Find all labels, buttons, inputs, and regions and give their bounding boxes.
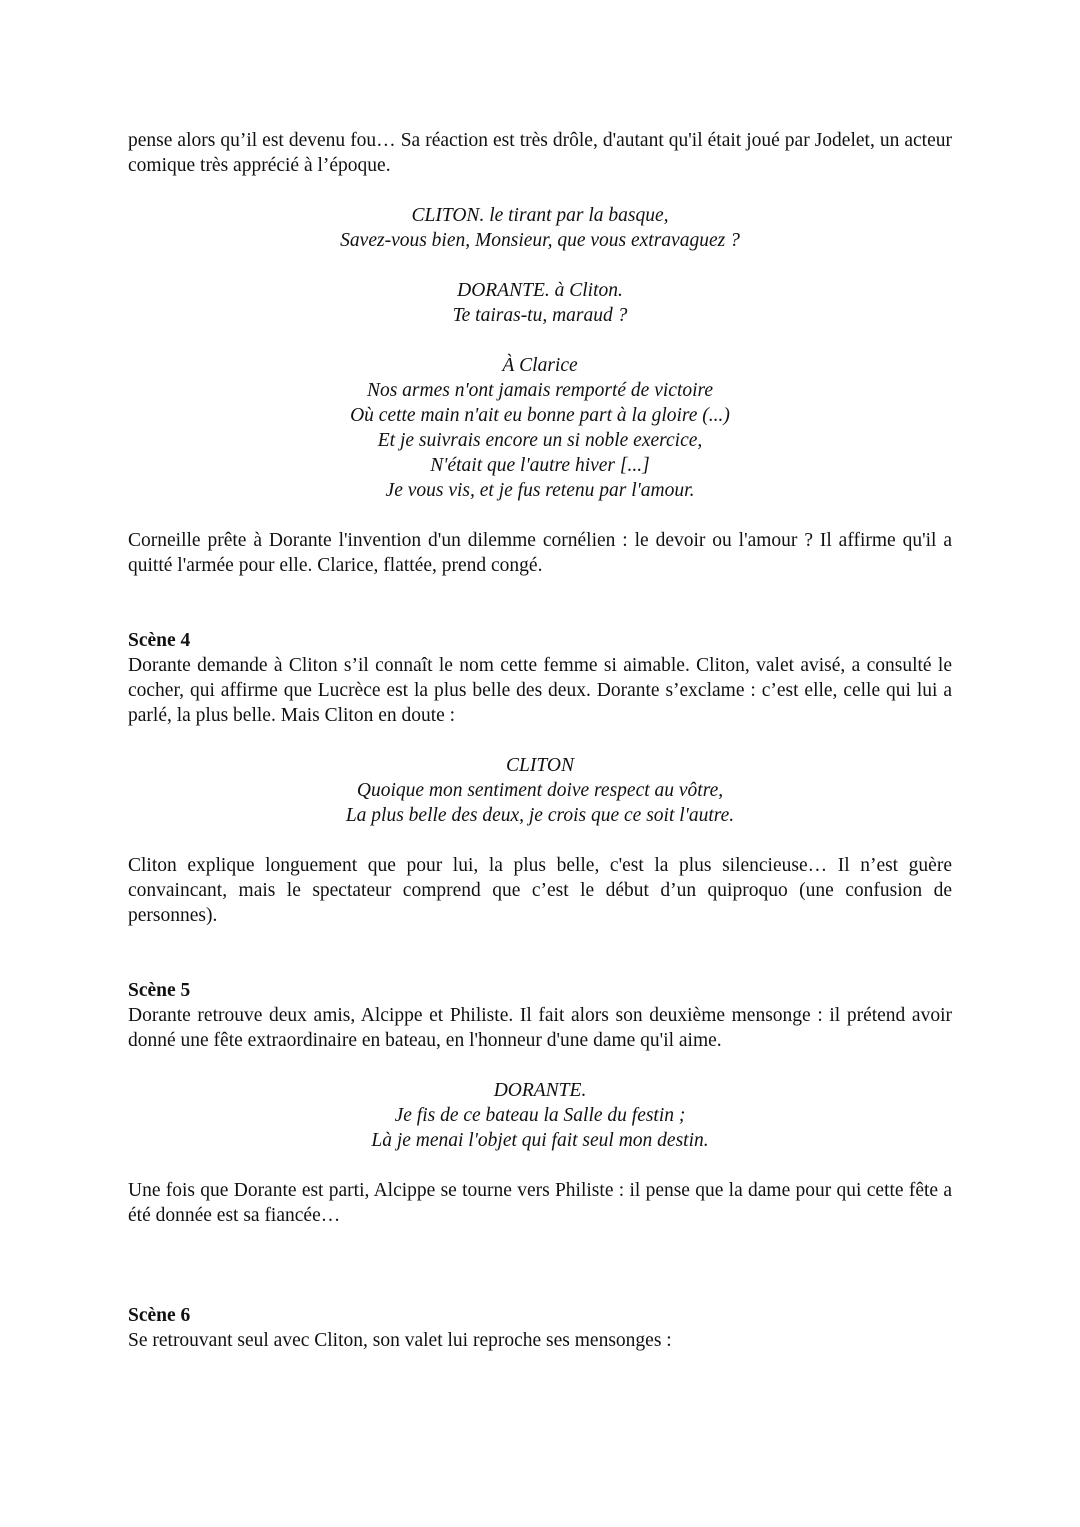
quote-line: DORANTE. à Cliton.	[457, 280, 623, 301]
dilemma-paragraph: Corneille prête à Dorante l'invention d'un dilemme cornélien : le devoir ou l'amour ? Il affirme qu'il a quitté l'armée pour elle. Clarice, flattée, prend congé.	[128, 530, 952, 576]
quote-line: Où cette main n'ait eu bonne part à la gloire (...)	[350, 405, 730, 426]
scene-4-heading: Scène 4	[128, 630, 191, 651]
quote-line: La plus belle des deux, je crois que ce soit l'autre.	[345, 805, 735, 826]
quote-line: Te tairas-tu, maraud ?	[452, 305, 628, 326]
quote-line: N'était que l'autre hiver [...]	[430, 455, 650, 476]
quote-line: DORANTE.	[493, 1080, 587, 1101]
scene-5-heading: Scène 5	[128, 980, 191, 1001]
document-page	[128, 128, 952, 1353]
quote-line: CLITON	[506, 755, 574, 776]
quote-line: CLITON. le tirant par la basque,	[411, 205, 669, 226]
quote-line: Je fis de ce bateau la Salle du festin ;	[394, 1105, 686, 1126]
quote-dorante-cliton	[128, 278, 952, 328]
quote-cliton-dorante	[128, 203, 952, 253]
scene-6-heading: Scène 6	[128, 1305, 191, 1326]
scene-5-paragraph: Dorante retrouve deux amis, Alcippe et Philiste. Il fait alors son deuxième mensonge : il prétend avoir donné une fête extraordinaire en bateau, en l'honneur d'une dame qu'il aime.	[128, 1005, 952, 1051]
quote-line: Je vous vis, et je fus retenu par l'amour.	[385, 480, 695, 501]
quote-line: À Clarice	[502, 355, 578, 376]
quote-line: Quoique mon sentiment doive respect au vôtre,	[356, 780, 724, 801]
scene-4-paragraph: Dorante demande à Cliton s’il connaît le nom cette femme si aimable. Cliton, valet avisé, a consulté le cocher, qui affirme que Lucrèce est la plus belle des deux. Dorante s’exclame : c’est elle, celle qui lui a parlé, la plus belle. Mais Cliton en doute :	[128, 655, 952, 726]
scene-4-followup-paragraph: Cliton explique longuement que pour lui, la plus belle, c'est la plus silencieuse… Il n’est guère convaincant, mais le spectateur comprend que c’est le début d’un quiproquo (une confusion de personnes).	[128, 855, 952, 926]
intro-paragraph: pense alors qu’il est devenu fou… Sa réaction est très drôle, d'autant qu'il était joué par Jodelet, un acteur comique très apprécié à l’époque.	[128, 130, 952, 176]
quote-line: Nos armes n'ont jamais remporté de victoire	[366, 380, 714, 401]
quote-dorante-clarice	[128, 353, 952, 503]
quote-line: Et je suivrais encore un si noble exercice,	[377, 430, 703, 451]
scene-6-paragraph: Se retrouvant seul avec Cliton, son valet lui reproche ses mensonges :	[128, 1330, 672, 1351]
quote-line: Là je menai l'objet qui fait seul mon destin.	[371, 1130, 709, 1151]
scene-5-followup-paragraph: Une fois que Dorante est parti, Alcippe se tourne vers Philiste : il pense que la dame pour qui cette fête a été donnée est sa fiancée…	[128, 1180, 952, 1226]
quote-scene-4	[128, 753, 952, 828]
quote-scene-5	[128, 1078, 952, 1153]
quote-line: Savez-vous bien, Monsieur, que vous extravaguez ?	[340, 230, 740, 251]
